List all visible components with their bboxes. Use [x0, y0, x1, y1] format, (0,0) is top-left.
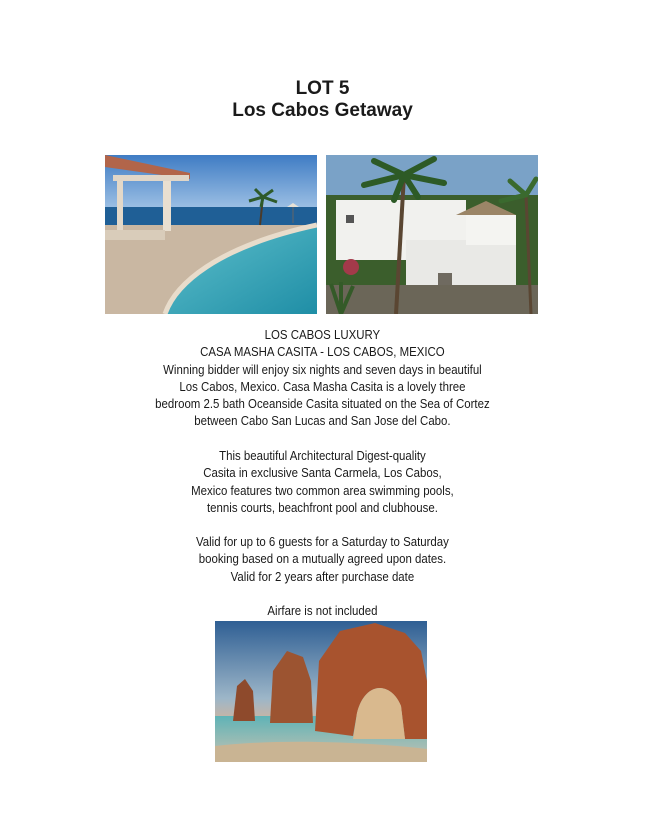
para3-line: Valid for up to 6 guests for a Saturday to Saturday	[195, 534, 449, 549]
el-arco-photo	[215, 621, 427, 762]
features-text-block	[39, 447, 607, 516]
para2-line: This beautiful Architectural Digest-quality	[219, 448, 426, 463]
airfare-note: Airfare is not included	[267, 603, 378, 618]
lot-number-title: LOT 5	[295, 78, 350, 99]
para3-line: booking based on a mutually agreed upon dates.	[198, 551, 447, 567]
para1-line: Los Cabos, Mexico. Casa Masha Casita is a lovely three	[179, 378, 466, 394]
intro-text-block	[39, 326, 607, 430]
casita-palms-photo	[326, 155, 538, 314]
pool-terrace-photo	[105, 155, 317, 314]
heading-casa-masha: CASA MASHA CASITA - LOS CABOS, MEXICO	[200, 344, 445, 360]
lot-name-title: Los Cabos Getaway	[232, 100, 413, 121]
para1-line: bedroom 2.5 bath Oceanside Casita situated on the Sea of Cortez	[155, 396, 490, 412]
para1-line: between Cabo San Lucas and San Jose del Cabo.	[194, 413, 451, 429]
para3-line: Valid for 2 years after purchase date	[230, 568, 415, 584]
para2-line: Mexico features two common area swimming pools,	[191, 482, 454, 498]
heading-los-cabos-luxury: LOS CABOS LUXURY	[264, 327, 381, 342]
para2-line: Casita in exclusive Santa Carmela, Los Cabos,	[203, 465, 442, 481]
para2-line: tennis courts, beachfront pool and clubhouse.	[207, 499, 438, 515]
para1-line: Winning bidder will enjoy six nights and seven days in beautiful	[163, 361, 482, 377]
validity-text-block	[39, 533, 607, 585]
